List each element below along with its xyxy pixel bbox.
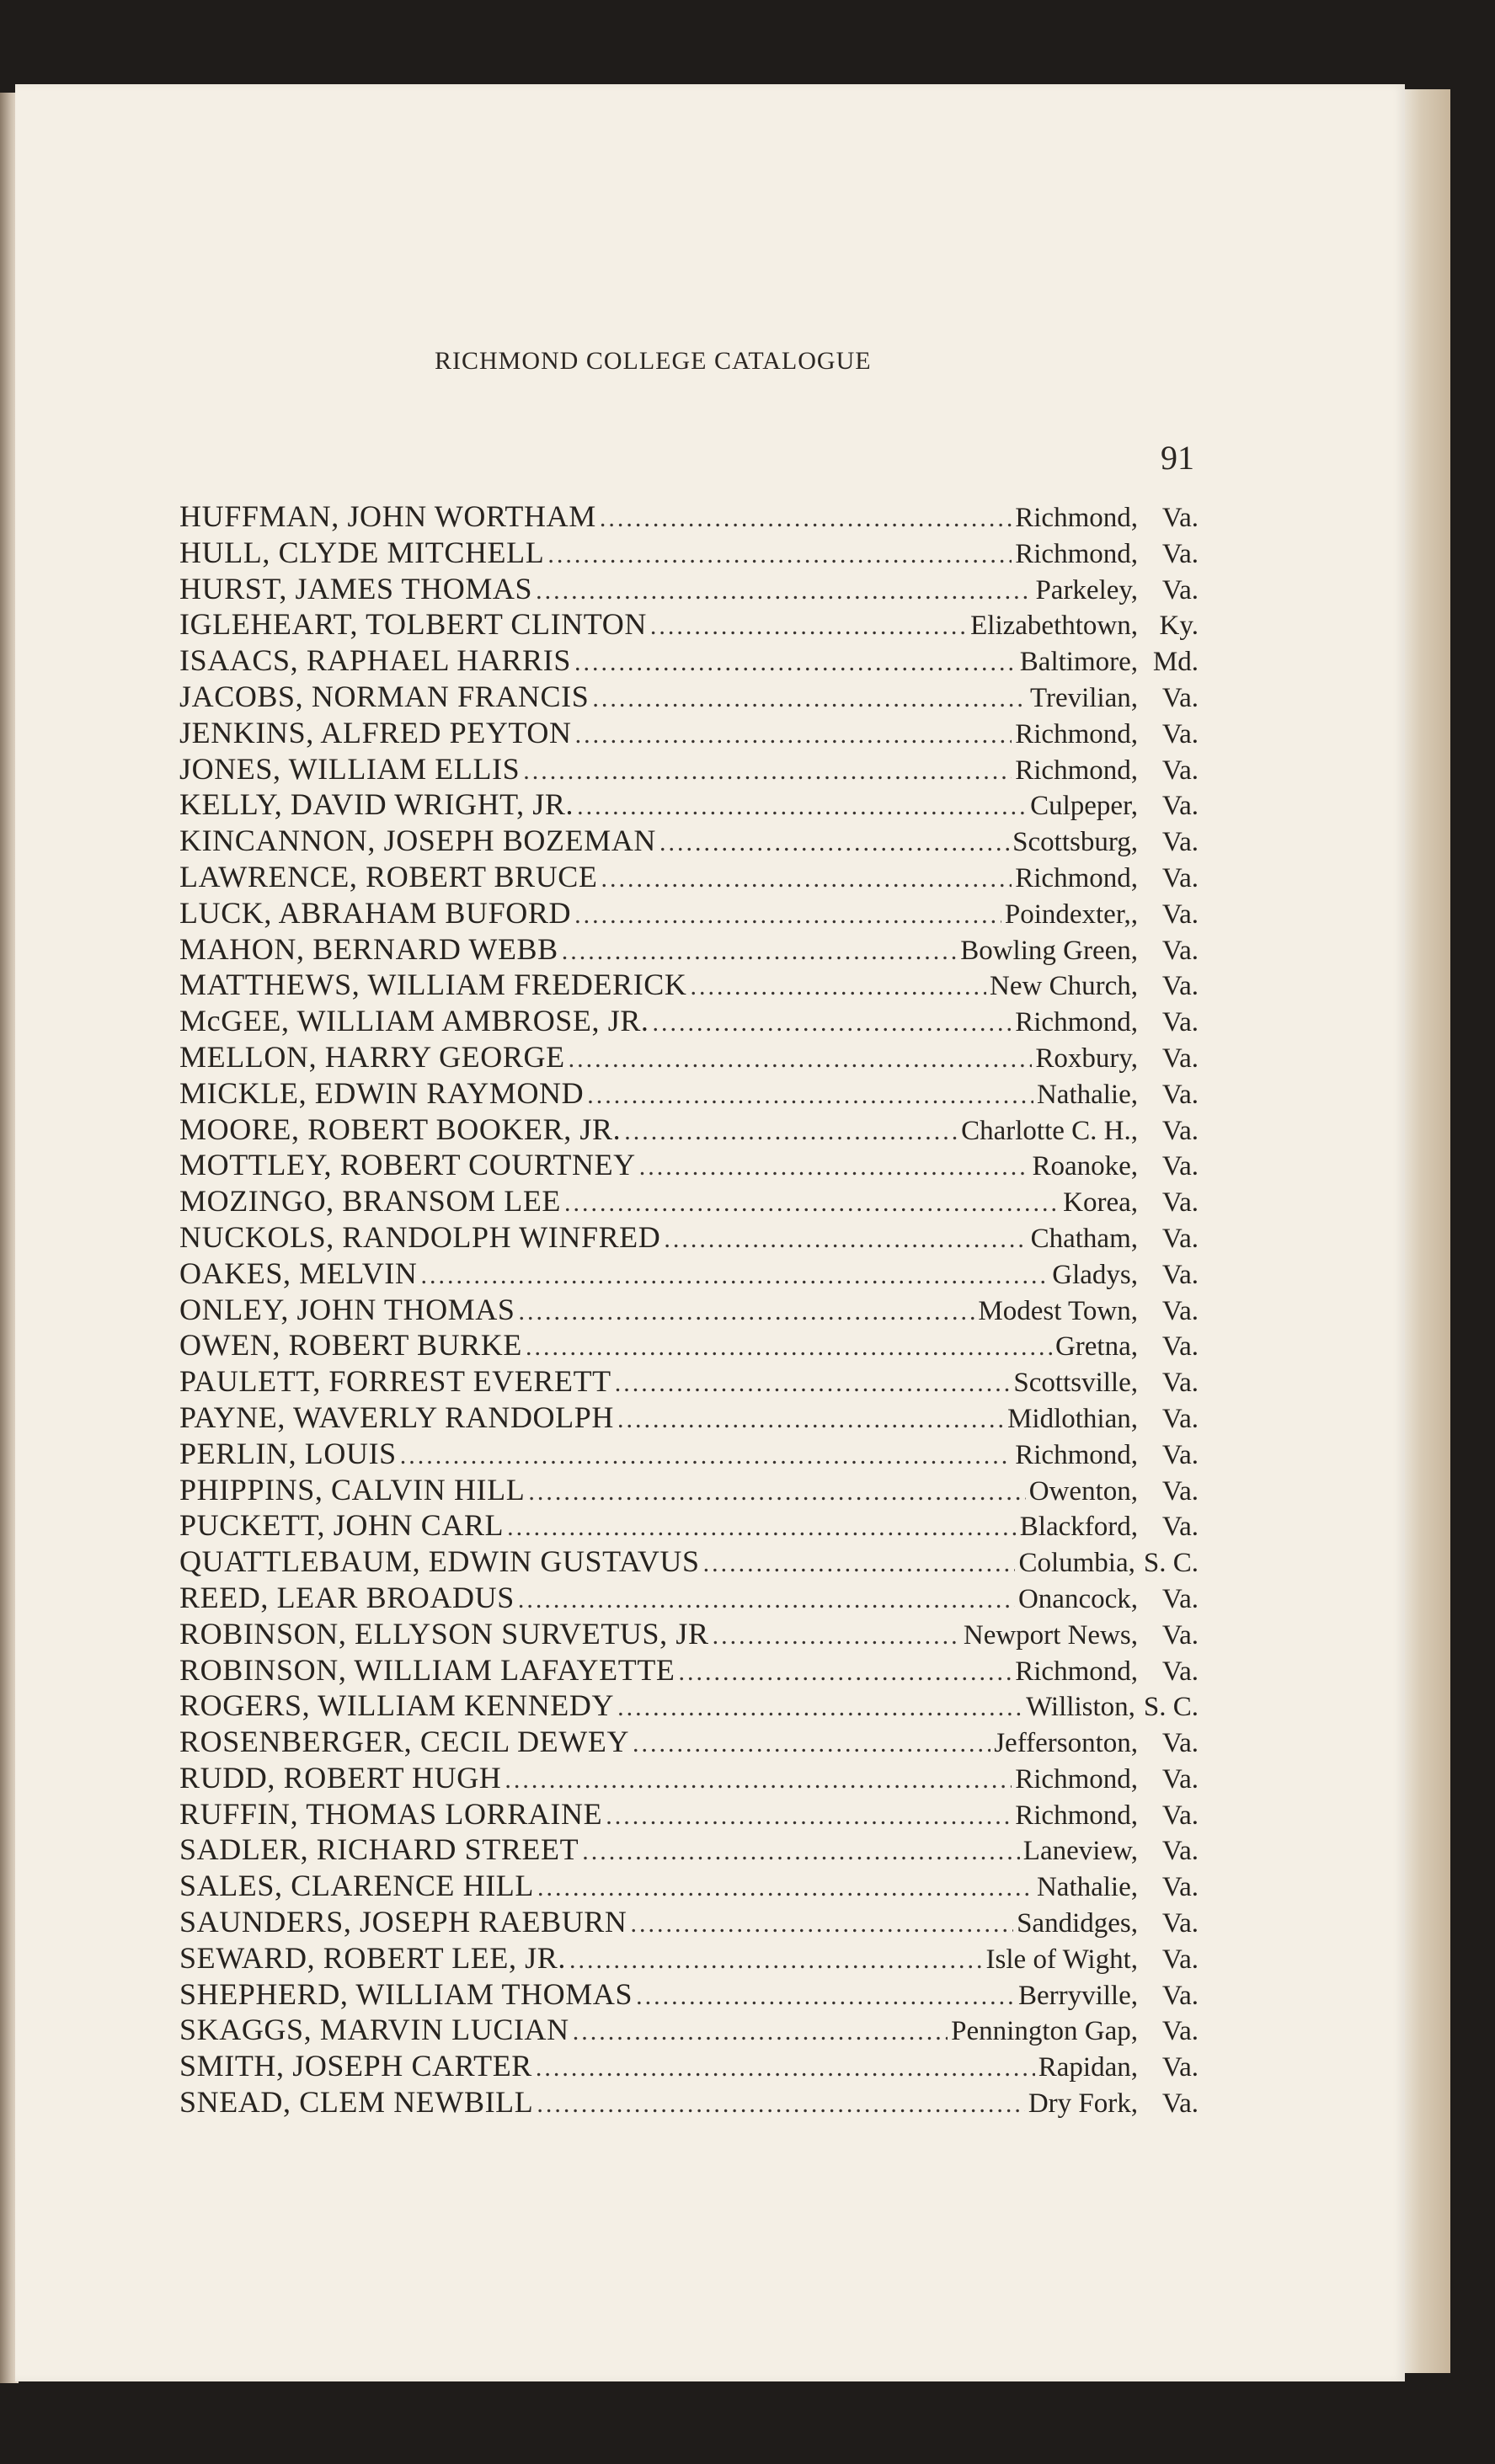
list-item xyxy=(179,1544,1199,1580)
student-name: ONLEY, JOHN THOMAS xyxy=(179,1292,515,1326)
hometown: Culpeper, xyxy=(1030,791,1138,822)
right-page-edge xyxy=(1405,89,1450,2373)
hometown: Charlotte C. H., xyxy=(961,1115,1138,1146)
list-item xyxy=(179,1976,1199,2013)
dot-leader xyxy=(633,1726,990,1763)
dot-leader xyxy=(636,1979,1015,2015)
hometown: Richmond, xyxy=(1015,1800,1138,1831)
state-abbreviation: Va. xyxy=(1161,1223,1199,1254)
list-item xyxy=(179,571,1199,607)
student-name: RUDD, ROBERT HUGH xyxy=(179,1760,502,1795)
state-abbreviation: Va. xyxy=(1161,1403,1199,1434)
dot-leader xyxy=(505,1763,1012,1799)
hometown: Blackford, xyxy=(1019,1512,1138,1543)
state-abbreviation: Va. xyxy=(1161,1115,1199,1146)
hometown: Onancock, xyxy=(1017,1583,1138,1614)
list-item xyxy=(179,1507,1199,1544)
list-item xyxy=(179,1724,1199,1760)
student-name: OAKES, MELVIN xyxy=(179,1256,418,1290)
list-item xyxy=(179,1904,1199,1940)
dot-leader xyxy=(547,537,1012,573)
dot-leader xyxy=(420,1258,1049,1294)
student-name: LUCK, ABRAHAM BUFORD xyxy=(179,895,572,930)
hometown: Richmond, xyxy=(1015,538,1138,569)
list-item xyxy=(179,1580,1199,1616)
dot-leader xyxy=(574,898,1001,934)
state-abbreviation: Va. xyxy=(1161,1583,1199,1614)
hometown: Korea, xyxy=(1063,1187,1138,1219)
hometown: Richmond, xyxy=(1015,503,1138,533)
state-abbreviation: Va. xyxy=(1161,682,1199,713)
list-item xyxy=(179,823,1199,859)
hometown: Laneview, xyxy=(1022,1836,1138,1867)
student-name: SEWARD, ROBERT LEE, JR. xyxy=(179,1940,567,1975)
student-name: IGLEHEART, TOLBERT CLINTON xyxy=(179,607,647,642)
dot-leader xyxy=(582,1834,1020,1870)
state-abbreviation: Va. xyxy=(1161,755,1199,786)
list-item xyxy=(179,1760,1199,1796)
dot-leader xyxy=(617,1690,1022,1726)
hometown: Richmond, xyxy=(1015,1656,1138,1687)
student-name: ROGERS, WILLIAM KENNEDY xyxy=(179,1688,615,1723)
dot-leader xyxy=(507,1510,1017,1546)
dot-leader xyxy=(577,789,1027,825)
dot-leader xyxy=(653,1005,1012,1042)
dot-leader xyxy=(574,645,1017,681)
student-name: MOTTLEY, ROBERT COURTNEY xyxy=(179,1148,636,1182)
dot-leader xyxy=(526,1330,1052,1366)
dot-leader xyxy=(639,1149,1029,1186)
list-item xyxy=(179,2048,1199,2084)
state-abbreviation: Va. xyxy=(1161,1980,1199,2011)
hometown: Richmond, xyxy=(1015,1439,1138,1470)
student-name: MOZINGO, BRANSOM LEE xyxy=(179,1184,561,1219)
hometown: Dry Fork, xyxy=(1028,2088,1138,2120)
dot-leader xyxy=(519,1294,975,1331)
list-item xyxy=(179,751,1199,787)
student-name: MATTHEWS, WILLIAM FREDERICK xyxy=(179,968,687,1002)
state-abbreviation: Va. xyxy=(1161,1728,1199,1759)
list-item xyxy=(179,499,1199,535)
state-abbreviation: Md. xyxy=(1152,647,1199,678)
dot-leader xyxy=(528,1475,1025,1511)
list-item xyxy=(179,1652,1199,1688)
hometown: Trevilian, xyxy=(1029,682,1138,713)
list-item xyxy=(179,1436,1199,1472)
state-abbreviation: Va. xyxy=(1161,1043,1199,1074)
hometown: Pennington Gap, xyxy=(951,2016,1138,2047)
state-abbreviation: Va. xyxy=(1161,1295,1199,1326)
dot-leader xyxy=(537,2087,1024,2123)
list-item xyxy=(179,1832,1199,1868)
student-name: SADLER, RICHARD STREET xyxy=(179,1832,579,1867)
student-name: ROBINSON, ELLYSON SURVETUS, JR xyxy=(179,1616,709,1651)
state-abbreviation: Va. xyxy=(1161,1908,1199,1939)
student-name: MICKLE, EDWIN RAYMOND xyxy=(179,1075,585,1110)
state-abbreviation: Va. xyxy=(1161,1368,1199,1399)
list-item xyxy=(179,1256,1199,1292)
student-name: KINCANNON, JOSEPH BOZEMAN xyxy=(179,824,657,858)
hometown: Newport News, xyxy=(963,1619,1138,1651)
hometown: Nathalie, xyxy=(1036,1872,1138,1903)
list-item xyxy=(179,1112,1199,1148)
dot-leader xyxy=(537,1870,1033,1907)
list-item xyxy=(179,1219,1199,1256)
student-name: HULL, CLYDE MITCHELL xyxy=(179,535,545,569)
hometown: Richmond, xyxy=(1015,1763,1138,1795)
list-item xyxy=(179,2084,1199,2120)
student-name: KELLY, DAVID WRIGHT, JR. xyxy=(179,787,574,822)
hometown: Roxbury, xyxy=(1035,1043,1138,1074)
list-item xyxy=(179,859,1199,895)
student-name: LAWRENCE, ROBERT BRUCE xyxy=(179,859,598,893)
dot-leader xyxy=(615,1366,1011,1402)
list-item xyxy=(179,1363,1199,1400)
state-abbreviation: Va. xyxy=(1161,1872,1199,1903)
student-name: SKAGGS, MARVIN LUCIAN xyxy=(179,2013,569,2047)
student-name: MOORE, ROBERT BOOKER, JR. xyxy=(179,1112,622,1146)
hometown: Nathalie, xyxy=(1036,1079,1138,1110)
student-name: QUATTLEBAUM, EDWIN GUSTAVUS xyxy=(179,1544,700,1579)
student-name: ROSENBERGER, CECIL DEWEY xyxy=(179,1725,630,1759)
state-abbreviation: Va. xyxy=(1161,1187,1199,1219)
student-name: SNEAD, CLEM NEWBILL xyxy=(179,2085,534,2120)
dot-leader xyxy=(679,1655,1012,1691)
dot-leader xyxy=(564,1186,1060,1222)
dot-leader xyxy=(569,1943,983,1979)
list-item xyxy=(179,1868,1199,1904)
dot-leader xyxy=(573,2014,948,2051)
dot-leader xyxy=(523,754,1012,790)
state-abbreviation: Va. xyxy=(1161,1512,1199,1543)
dot-leader xyxy=(713,1619,960,1655)
list-item xyxy=(179,1940,1199,1976)
hometown: Gretna, xyxy=(1055,1331,1138,1363)
hometown: Baltimore, xyxy=(1019,647,1138,678)
hometown: Sandidges, xyxy=(1017,1908,1138,1939)
state-abbreviation: Va. xyxy=(1161,1079,1199,1110)
state-abbreviation: Va. xyxy=(1161,827,1199,858)
dot-leader xyxy=(703,1546,1016,1582)
student-name: MAHON, BERNARD WEBB xyxy=(179,931,558,966)
hometown: Williston, xyxy=(1026,1692,1135,1723)
list-item xyxy=(179,606,1199,643)
state-abbreviation: Va. xyxy=(1161,1800,1199,1831)
student-name: HURST, JAMES THOMAS xyxy=(179,571,533,605)
page-number: 91 xyxy=(1161,439,1194,477)
hometown: Elizabethtown, xyxy=(970,611,1138,642)
state-abbreviation: S. C. xyxy=(1143,1692,1199,1723)
dot-leader xyxy=(617,1402,1004,1438)
state-abbreviation: Va. xyxy=(1161,935,1199,966)
hometown: Richmond, xyxy=(1015,718,1138,749)
student-name: PAYNE, WAVERLY RANDOLPH xyxy=(179,1400,614,1434)
list-item xyxy=(179,1003,1199,1039)
state-abbreviation: Va. xyxy=(1161,1475,1199,1507)
list-item xyxy=(179,1400,1199,1436)
dot-leader xyxy=(592,681,1027,717)
list-item xyxy=(179,1688,1199,1724)
student-name: PERLIN, LOUIS xyxy=(179,1436,397,1470)
dot-leader xyxy=(659,825,1009,861)
hometown: Isle of Wight, xyxy=(985,1944,1138,1975)
list-item xyxy=(179,1616,1199,1652)
student-name: HUFFMAN, JOHN WORTHAM xyxy=(179,499,596,533)
state-abbreviation: Va. xyxy=(1161,971,1199,1002)
dot-leader xyxy=(400,1438,1012,1475)
state-abbreviation: Va. xyxy=(1161,1836,1199,1867)
list-item xyxy=(179,679,1199,715)
student-name: McGEE, WILLIAM AMBROSE, JR. xyxy=(179,1004,649,1038)
hometown: Poindexter,, xyxy=(1004,899,1138,930)
list-item xyxy=(179,535,1199,571)
list-item xyxy=(179,787,1199,823)
list-item xyxy=(179,1147,1199,1183)
state-abbreviation: Va. xyxy=(1161,1151,1199,1182)
state-abbreviation: Va. xyxy=(1161,1763,1199,1795)
hometown: Columbia, xyxy=(1018,1548,1135,1579)
list-item xyxy=(179,2012,1199,2048)
hometown: Jeffersonton, xyxy=(994,1728,1138,1759)
hometown: New Church, xyxy=(990,971,1138,1002)
hometown: Midlothian, xyxy=(1007,1403,1138,1434)
hometown: Roanoke, xyxy=(1032,1151,1138,1182)
state-abbreviation: Va. xyxy=(1161,538,1199,569)
dot-leader xyxy=(631,1907,1014,1943)
hometown: Richmond, xyxy=(1015,1007,1138,1038)
student-name: OWEN, ROBERT BURKE xyxy=(179,1328,522,1363)
state-abbreviation: S. C. xyxy=(1143,1548,1199,1579)
list-item xyxy=(179,895,1199,931)
dot-leader xyxy=(691,969,987,1005)
student-name: REED, LEAR BROADUS xyxy=(179,1580,515,1614)
dot-leader xyxy=(569,1042,1033,1078)
student-name: PHIPPINS, CALVIN HILL xyxy=(179,1472,526,1507)
student-name: JENKINS, ALFRED PEYTON xyxy=(179,715,572,749)
dot-leader xyxy=(664,1222,1027,1258)
state-abbreviation: Va. xyxy=(1161,1259,1199,1290)
student-name: ROBINSON, WILLIAM LAFAYETTE xyxy=(179,1652,675,1687)
list-item xyxy=(179,1039,1199,1075)
hometown: Berryville, xyxy=(1017,1980,1138,2011)
list-item xyxy=(179,643,1199,679)
dot-leader xyxy=(601,861,1012,898)
state-abbreviation: Va. xyxy=(1161,1439,1199,1470)
state-abbreviation: Va. xyxy=(1161,2016,1199,2047)
state-abbreviation: Ky. xyxy=(1159,611,1199,642)
list-item xyxy=(179,1472,1199,1508)
student-name: PUCKETT, JOHN CARL xyxy=(179,1508,505,1543)
state-abbreviation: Va. xyxy=(1161,718,1199,749)
running-title: RICHMOND COLLEGE CATALOGUE xyxy=(435,347,872,375)
hometown: Rapidan, xyxy=(1038,2052,1138,2083)
state-abbreviation: Va. xyxy=(1161,503,1199,533)
student-list xyxy=(179,499,1199,2120)
dot-leader xyxy=(536,2051,1035,2087)
state-abbreviation: Va. xyxy=(1161,574,1199,605)
list-item xyxy=(179,715,1199,751)
list-item xyxy=(179,1292,1199,1328)
state-abbreviation: Va. xyxy=(1161,791,1199,822)
list-item xyxy=(179,1075,1199,1112)
state-abbreviation: Va. xyxy=(1161,1619,1199,1651)
dot-leader xyxy=(600,501,1012,537)
dot-leader xyxy=(518,1582,1015,1619)
hometown: Bowling Green, xyxy=(960,935,1138,966)
student-name: SALES, CLARENCE HILL xyxy=(179,1869,534,1903)
student-name: JONES, WILLIAM ELLIS xyxy=(179,751,521,786)
list-item xyxy=(179,931,1199,968)
student-name: SAUNDERS, JOSEPH RAEBURN xyxy=(179,1905,627,1939)
hometown: Scottsburg, xyxy=(1012,827,1138,858)
dot-leader xyxy=(624,1114,958,1150)
hometown: Modest Town, xyxy=(978,1295,1138,1326)
student-name: SHEPHERD, WILLIAM THOMAS xyxy=(179,1976,633,2011)
list-item xyxy=(179,1327,1199,1363)
student-name: SMITH, JOSEPH CARTER xyxy=(179,2049,532,2083)
list-item xyxy=(179,1183,1199,1219)
state-abbreviation: Va. xyxy=(1161,1007,1199,1038)
dot-leader xyxy=(536,573,1032,610)
state-abbreviation: Va. xyxy=(1161,899,1199,930)
state-abbreviation: Va. xyxy=(1161,1331,1199,1363)
hometown: Scottsville, xyxy=(1013,1368,1138,1399)
state-abbreviation: Va. xyxy=(1161,2088,1199,2120)
student-name: MELLON, HARRY GEORGE xyxy=(179,1039,565,1074)
dot-leader xyxy=(575,717,1012,754)
dot-leader xyxy=(650,609,967,645)
dot-leader xyxy=(562,934,957,970)
hometown: Gladys, xyxy=(1052,1259,1138,1290)
dot-leader xyxy=(606,1799,1012,1835)
state-abbreviation: Va. xyxy=(1161,2052,1199,2083)
student-name: RUFFIN, THOMAS LORRAINE xyxy=(179,1796,603,1831)
student-name: PAULETT, FORREST EVERETT xyxy=(179,1364,611,1399)
student-name: JACOBS, NORMAN FRANCIS xyxy=(179,679,590,713)
student-name: ISAACS, RAPHAEL HARRIS xyxy=(179,643,571,678)
hometown: Chatham, xyxy=(1030,1223,1138,1254)
state-abbreviation: Va. xyxy=(1161,1656,1199,1687)
state-abbreviation: Va. xyxy=(1161,862,1199,893)
student-name: NUCKOLS, RANDOLPH WINFRED xyxy=(179,1219,661,1254)
list-item xyxy=(179,967,1199,1003)
catalogue-page xyxy=(15,84,1405,2381)
state-abbreviation: Va. xyxy=(1161,1944,1199,1975)
hometown: Parkeley, xyxy=(1035,574,1138,605)
list-item xyxy=(179,1796,1199,1832)
dot-leader xyxy=(587,1078,1033,1114)
hometown: Richmond, xyxy=(1015,862,1138,893)
hometown: Richmond, xyxy=(1015,755,1138,786)
hometown: Owenton, xyxy=(1028,1475,1138,1507)
